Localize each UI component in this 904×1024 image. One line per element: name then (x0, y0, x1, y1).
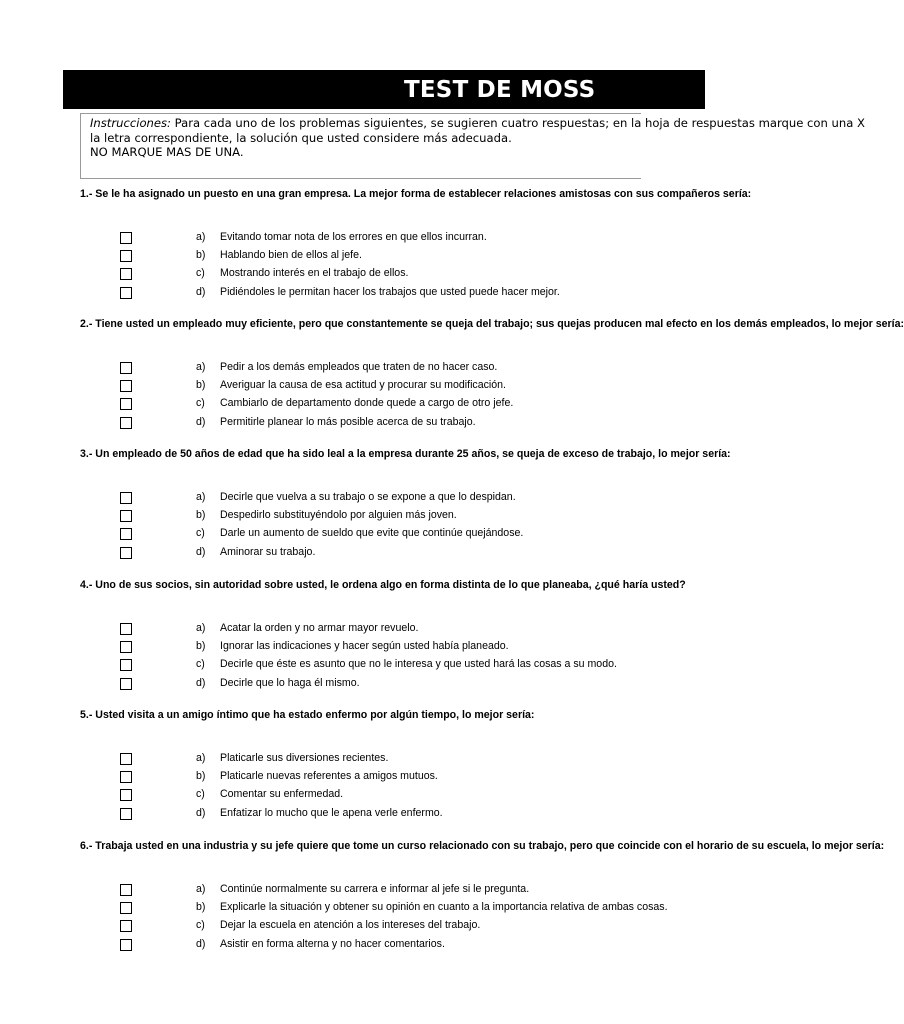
option-letter: c) (196, 919, 205, 931)
option-letter: c) (196, 658, 205, 670)
answer-checkbox-q6-b[interactable] (120, 902, 132, 914)
answer-checkbox-q5-c[interactable] (120, 789, 132, 801)
answer-checkbox-q2-a[interactable] (120, 362, 132, 374)
option-letter: c) (196, 788, 205, 800)
option-letter: c) (196, 267, 205, 279)
option-text: Platicarle sus diversiones recientes. (220, 752, 389, 764)
option-text: Decirle que vuelva a su trabajo o se expone a que lo despidan. (220, 491, 516, 503)
question-6-text: 6.- Trabaja usted en una industria y su jefe quiere que tome un curso relacionado con su trabajo, pero que coincide con el horario de su escuela, lo mejor sería: (80, 840, 885, 852)
answer-checkbox-q1-b[interactable] (120, 250, 132, 262)
option-text: Hablando bien de ellos al jefe. (220, 249, 362, 261)
option-letter: a) (196, 622, 206, 634)
answer-checkbox-q6-d[interactable] (120, 939, 132, 951)
option-letter: d) (196, 807, 206, 819)
page-title: TEST DE MOSS (404, 77, 596, 103)
answer-checkbox-q2-d[interactable] (120, 417, 132, 429)
option-text: Asistir en forma alterna y no hacer comentarios. (220, 938, 445, 950)
instructions-label: Instrucciones: (90, 116, 171, 130)
option-letter: b) (196, 509, 206, 521)
option-letter: b) (196, 249, 206, 261)
option-text: Despedirlo substituyéndolo por alguien más joven. (220, 509, 457, 521)
question-4-text: 4.- Uno de sus socios, sin autoridad sobre usted, le ordena algo en forma distinta de lo que planeaba, ¿qué haría usted? (80, 579, 686, 591)
question-2-text: 2.- Tiene usted un empleado muy eficiente, pero que constantemente se queja del trabajo; sus quejas producen mal efecto en los demás empleados, lo mejor sería: (80, 318, 904, 330)
answer-checkbox-q5-b[interactable] (120, 771, 132, 783)
answer-checkbox-q3-c[interactable] (120, 528, 132, 540)
answer-checkbox-q3-d[interactable] (120, 547, 132, 559)
option-letter: a) (196, 883, 206, 895)
answer-checkbox-q2-c[interactable] (120, 398, 132, 410)
option-letter: a) (196, 491, 206, 503)
instructions-box (80, 113, 865, 179)
option-text: Cambiarlo de departamento donde quede a cargo de otro jefe. (220, 397, 514, 409)
option-text: Evitando tomar nota de los errores en que ellos incurran. (220, 231, 487, 243)
answer-checkbox-q5-d[interactable] (120, 808, 132, 820)
question-3-text: 3.- Un empleado de 50 años de edad que ha sido leal a la empresa durante 25 años, se queja de exceso de trabajo, lo mejor sería: (80, 448, 731, 460)
instructions-line-1 (90, 116, 865, 130)
option-text: Decirle que lo haga él mismo. (220, 677, 360, 689)
option-text: Ignorar las indicaciones y hacer según usted había planeado. (220, 640, 509, 652)
option-letter: b) (196, 640, 206, 652)
answer-checkbox-q3-b[interactable] (120, 510, 132, 522)
answer-checkbox-q4-c[interactable] (120, 659, 132, 671)
option-text: Continúe normalmente su carrera e informar al jefe si le pregunta. (220, 883, 530, 895)
answer-checkbox-q6-a[interactable] (120, 884, 132, 896)
option-text: Comentar su enfermedad. (220, 788, 344, 800)
option-text: Averiguar la causa de esa actitud y procurar su modificación. (220, 379, 506, 391)
answer-checkbox-q1-a[interactable] (120, 232, 132, 244)
instructions-line-2: la letra correspondiente, la solución que usted considere más adecuada. (90, 131, 512, 145)
question-1-text: 1.- Se le ha asignado un puesto en una gran empresa. La mejor forma de establecer relaciones amistosas con sus compañeros sería: (80, 188, 752, 200)
option-text: Acatar la orden y no armar mayor revuelo. (220, 622, 419, 634)
answer-checkbox-q6-c[interactable] (120, 920, 132, 932)
option-letter: d) (196, 546, 206, 558)
option-letter: b) (196, 901, 206, 913)
option-letter: b) (196, 379, 206, 391)
option-text: Aminorar su trabajo. (220, 546, 316, 558)
option-text: Pedir a los demás empleados que traten de no hacer caso. (220, 361, 498, 373)
instructions-line-3: NO MARQUE MAS DE UNA. (90, 145, 244, 159)
option-letter: b) (196, 770, 206, 782)
option-text: Enfatizar lo mucho que le apena verle enfermo. (220, 807, 443, 819)
answer-checkbox-q4-b[interactable] (120, 641, 132, 653)
option-letter: a) (196, 752, 206, 764)
instructions-text: Para cada uno de los problemas siguientes, se sugieren cuatro respuestas; en la hoja de respuestas marque con una X (174, 116, 865, 130)
question-5-text: 5.- Usted visita a un amigo íntimo que ha estado enfermo por algún tiempo, lo mejor sería: (80, 709, 535, 721)
title-bar (63, 70, 705, 109)
option-text: Permitirle planear lo más posible acerca de su trabajo. (220, 416, 476, 428)
answer-checkbox-q1-c[interactable] (120, 268, 132, 280)
option-text: Darle un aumento de sueldo que evite que continúe quejándose. (220, 527, 524, 539)
option-letter: a) (196, 361, 206, 373)
answer-checkbox-q4-d[interactable] (120, 678, 132, 690)
answer-checkbox-q2-b[interactable] (120, 380, 132, 392)
answer-checkbox-q3-a[interactable] (120, 492, 132, 504)
answer-checkbox-q5-a[interactable] (120, 753, 132, 765)
option-text: Mostrando interés en el trabajo de ellos. (220, 267, 409, 279)
option-text: Decirle que éste es asunto que no le interesa y que usted hará las cosas a su modo. (220, 658, 617, 670)
answer-checkbox-q1-d[interactable] (120, 287, 132, 299)
option-letter: d) (196, 416, 206, 428)
option-letter: c) (196, 527, 205, 539)
option-letter: d) (196, 286, 206, 298)
option-letter: a) (196, 231, 206, 243)
option-letter: c) (196, 397, 205, 409)
option-letter: d) (196, 938, 206, 950)
option-letter: d) (196, 677, 206, 689)
answer-checkbox-q4-a[interactable] (120, 623, 132, 635)
option-text: Pidiéndoles le permitan hacer los trabajos que usted puede hacer mejor. (220, 286, 560, 298)
option-text: Explicarle la situación y obtener su opinión en cuanto a la importancia relativa de ambas cosas. (220, 901, 668, 913)
option-text: Dejar la escuela en atención a los intereses del trabajo. (220, 919, 481, 931)
option-text: Platicarle nuevas referentes a amigos mutuos. (220, 770, 438, 782)
